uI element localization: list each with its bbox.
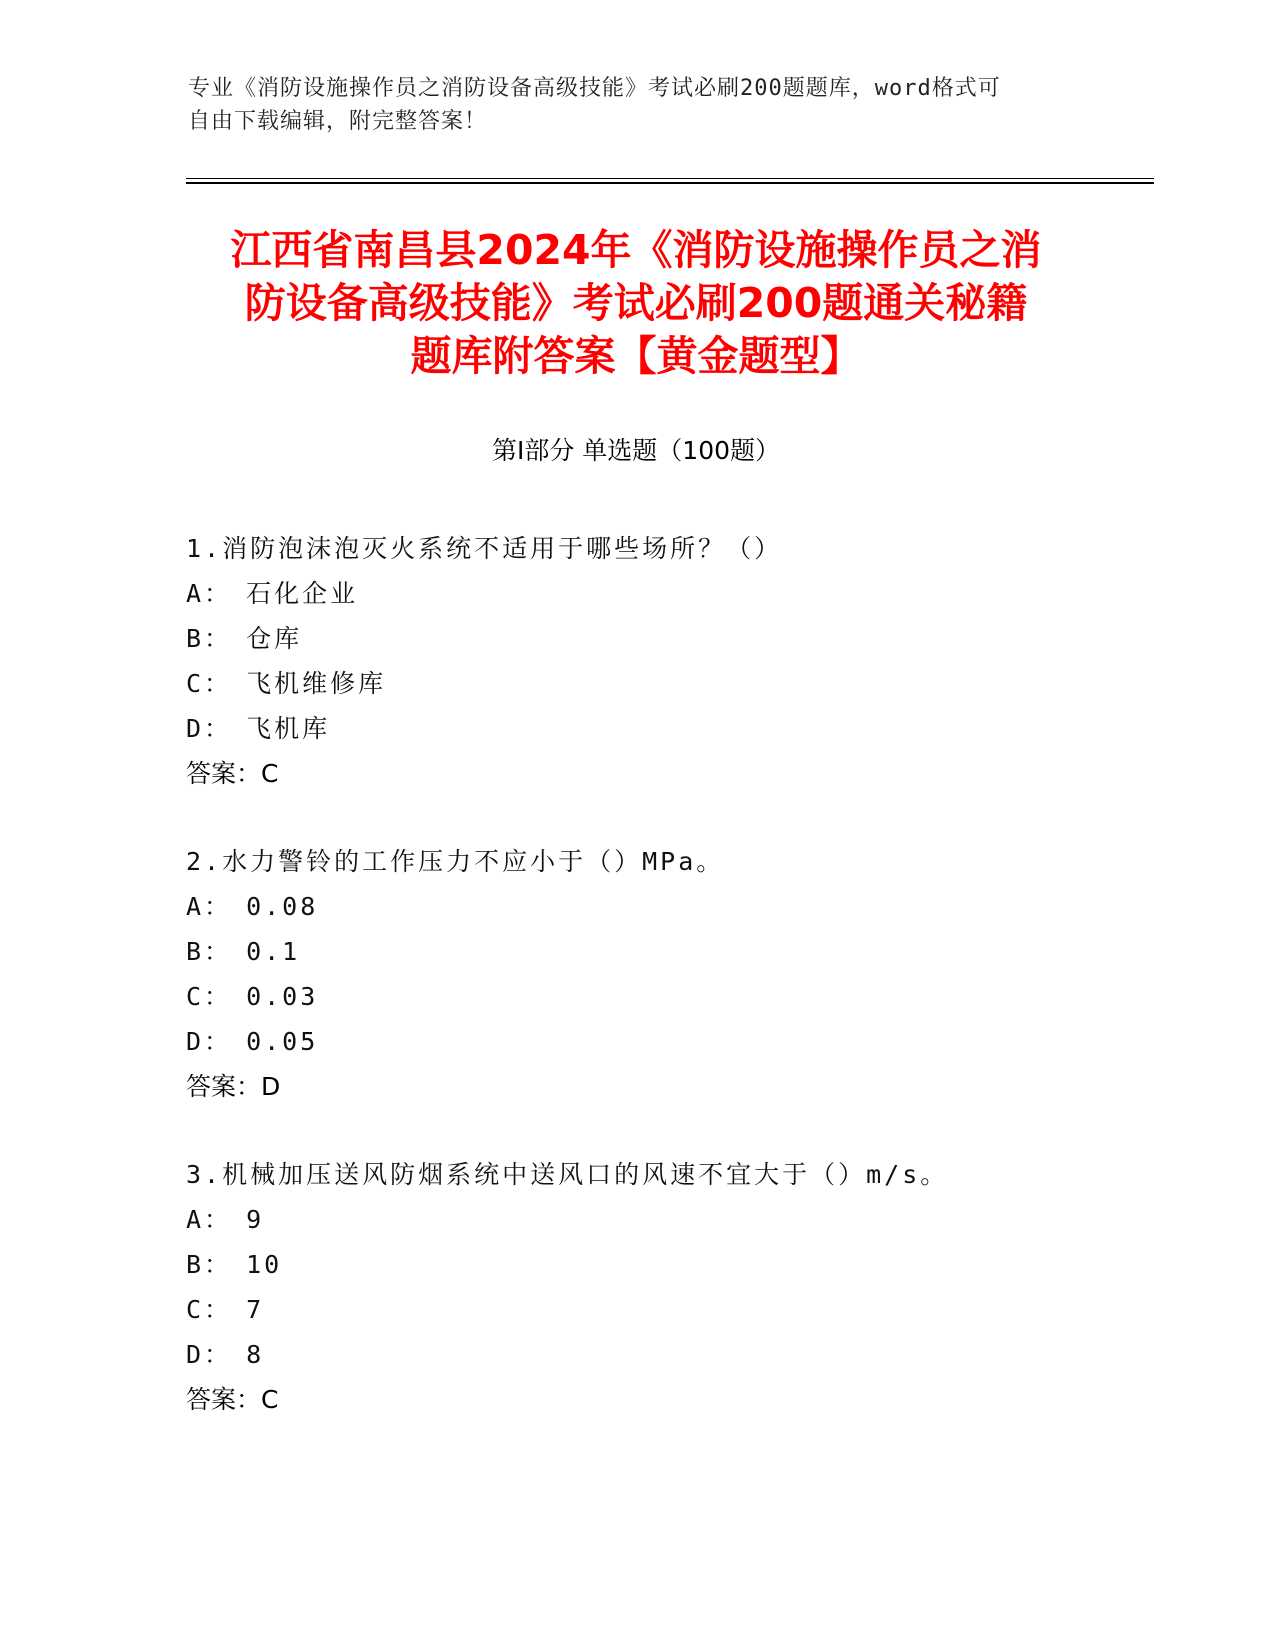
- document-title: [186, 224, 1086, 383]
- option-d: [186, 1019, 1146, 1064]
- question-stem: 2.水力警铃的工作压力不应小于（）MPa。: [186, 847, 725, 876]
- option-d: [186, 706, 1146, 751]
- option-text: 0.1: [246, 937, 301, 966]
- option-a: [186, 1197, 1146, 1242]
- section-title: 第Ⅰ部分 单选题（100题）: [491, 436, 781, 465]
- header-divider-thin: [186, 178, 1154, 179]
- option-key: A：: [186, 892, 233, 921]
- option-key: A：: [186, 1205, 233, 1234]
- question-item: [186, 839, 1146, 1109]
- answer: 答案：C: [186, 1385, 279, 1414]
- option-key: C：: [186, 669, 233, 698]
- option-text: 0.05: [246, 1027, 319, 1056]
- option-key: A：: [186, 579, 233, 608]
- option-key: C：: [186, 1295, 233, 1324]
- option-d: [186, 1332, 1146, 1377]
- option-text: 石化企业: [246, 579, 359, 608]
- option-c: [186, 1287, 1146, 1332]
- option-key: B：: [186, 1250, 233, 1279]
- option-key: B：: [186, 937, 233, 966]
- option-c: [186, 661, 1146, 706]
- option-text: 9: [246, 1205, 265, 1234]
- document-title-line-2: 防设备高级技能》考试必刷200题通关秘籍: [244, 279, 1028, 327]
- option-b: [186, 929, 1146, 974]
- question-stem: 1.消防泡沫泡灭火系统不适用于哪些场所？（）: [186, 534, 783, 563]
- option-key: D：: [186, 1027, 233, 1056]
- option-a: [186, 571, 1146, 616]
- option-b: [186, 1242, 1146, 1287]
- question-list: [186, 526, 1146, 1465]
- option-text: 飞机库: [246, 714, 331, 743]
- answer: 答案：C: [186, 759, 279, 788]
- option-key: D：: [186, 714, 233, 743]
- question-item: [186, 526, 1146, 796]
- document-title-line-3: 题库附答案【黄金题型】: [410, 332, 862, 380]
- question-item: [186, 1152, 1146, 1422]
- option-text: 0.03: [246, 982, 319, 1011]
- header-note-line-2: 自由下载编辑，附完整答案！: [188, 109, 488, 134]
- option-text: 7: [246, 1295, 265, 1324]
- option-a: [186, 884, 1146, 929]
- header-divider-thick: [186, 182, 1154, 184]
- option-key: C：: [186, 982, 233, 1011]
- option-key: D：: [186, 1340, 233, 1369]
- option-key: B：: [186, 624, 233, 653]
- option-c: [186, 974, 1146, 1019]
- question-stem: 3.机械加压送风防烟系统中送风口的风速不宜大于（）m/s。: [186, 1160, 949, 1189]
- option-text: 8: [246, 1340, 265, 1369]
- option-text: 飞机维修库: [246, 669, 387, 698]
- option-text: 0.08: [246, 892, 319, 921]
- option-text: 10: [246, 1250, 283, 1279]
- option-b: [186, 616, 1146, 661]
- header-note: [188, 72, 1068, 138]
- document-title-line-1: 江西省南昌县2024年《消防设施操作员之消: [230, 226, 1042, 274]
- answer: 答案：D: [186, 1072, 281, 1101]
- header-note-line-1: 专业《消防设施操作员之消防设备高级技能》考试必刷200题题库，word格式可: [188, 76, 1001, 101]
- option-text: 仓库: [246, 624, 303, 653]
